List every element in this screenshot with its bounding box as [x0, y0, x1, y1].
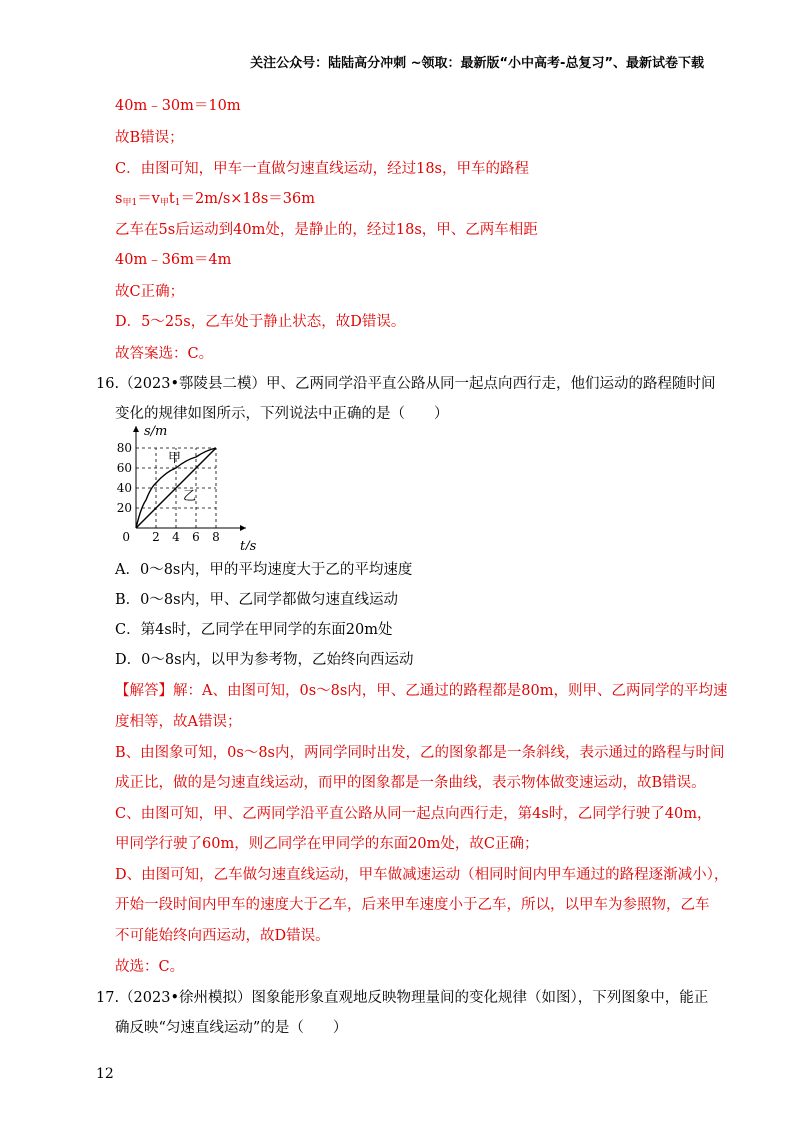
x-tick-label: 4	[172, 530, 180, 544]
distance-time-chart	[110, 420, 270, 550]
answer-line: D、由图可知，乙车做匀速直线运动，甲车做减速运动（相同时间内甲车通过的路程逐渐减小），	[115, 867, 729, 883]
question-number: 17.	[96, 990, 120, 1006]
option-a: A．0～8s内，甲的平均速度大于乙的平均速度	[115, 562, 413, 578]
solution-line: 故C正确；	[115, 284, 185, 300]
formula-part: ＝v	[137, 191, 160, 207]
solution-line: D．5～25s，乙车处于静止状态，故D错误。	[115, 314, 406, 330]
answer-line: 甲同学行驶了60m，则乙同学在甲同学的东面20m处，故C正确；	[115, 836, 539, 852]
x-axis-arrow	[240, 525, 246, 531]
solution-line: C．由图可知，甲车一直做匀速直线运动，经过18s，甲车的路程	[115, 161, 529, 177]
solution-line: 40m﹣30m＝10m	[115, 98, 241, 114]
series-label-jia: 甲	[168, 451, 182, 466]
y-tick-label: 20	[116, 501, 132, 515]
answer-line: 不可能始终向西运动，故D错误。	[115, 928, 330, 944]
y-tick-label: 60	[116, 461, 132, 475]
page-number: 12	[96, 1066, 114, 1082]
y-axis-label: s/m	[144, 424, 168, 439]
answer-tag: 【解答】	[115, 683, 173, 699]
formula-part: s	[115, 191, 123, 207]
answer-line: 故选：C。	[115, 959, 185, 975]
origin-label: 0	[122, 530, 130, 544]
formula-sub: 甲	[159, 198, 169, 208]
question-text: （2023•鄠陵县二模）甲、乙两同学沿平直公路从同一起点向西行走，他们运动的路程随时间	[119, 376, 716, 392]
x-tick-label: 6	[192, 530, 200, 544]
option-b: B．0～8s内，甲、乙同学都做匀速直线运动	[115, 592, 399, 608]
formula-sub: 甲1	[122, 198, 138, 208]
question-17-stem	[96, 988, 708, 1008]
answer-line: B、由图象可知，0s～8s内，两同学同时出发，乙的图象都是一条斜线，表示通过的路程与时间	[115, 745, 725, 761]
question-text: （2023•徐州模拟）图象能形象直观地反映物理量间的变化规律（如图），下列图象中，能正	[119, 990, 709, 1006]
answer-line: 成正比，做的是匀速直线运动，而甲的图象都是一条曲线，表示物体做变速运动，故B错误。	[115, 775, 706, 791]
answer-line	[115, 681, 728, 701]
y-axis-arrow	[133, 426, 139, 432]
answer-line: C、由图可知，甲、乙两同学沿平直公路从同一起点向西行走，第4s时，乙同学行驶了40m，	[115, 806, 712, 822]
formula-part: ＝2m/s×18s＝36m	[180, 191, 316, 207]
solution-line: 故B错误；	[115, 130, 184, 146]
option-d: D．0～8s内，以甲为参考物，乙始终向西运动	[115, 652, 414, 668]
formula-part: t	[168, 191, 175, 207]
page-header: 关注公众号：陆陆高分冲刺 ~领取：最新版“小中高考-总复习”、最新试卷下载	[250, 56, 704, 71]
series-label-yi: 乙	[183, 489, 197, 504]
x-tick-label: 2	[152, 530, 160, 544]
solution-line: 故答案选：C。	[115, 346, 214, 362]
solution-formula	[115, 189, 315, 213]
question-number: 16.	[96, 376, 120, 392]
y-tick-label: 40	[116, 481, 132, 495]
answer-text: 解：A、由图可知，0s～8s内，甲、乙通过的路程都是80m，则甲、乙两同学的平均速	[173, 683, 728, 699]
y-tick-label: 80	[116, 441, 132, 455]
answer-line: 开始一段时间内甲车的速度大于乙车，后来甲车速度小于乙车，所以，以甲车为参照物，乙车	[115, 897, 710, 913]
question-16-stem-2: 变化的规律如图所示，下列说法中正确的是（ ）	[115, 406, 449, 422]
formula-sub: 1	[174, 198, 181, 208]
solution-line: 乙车在5s后运动到40m处，是静止的，经过18s，甲、乙两车相距	[115, 222, 538, 238]
solution-line: 40m﹣36m＝4m	[115, 252, 232, 268]
answer-line: 度相等，故A错误；	[115, 714, 242, 730]
question-17-stem-2: 确反映“匀速直线运动”的是（ ）	[115, 1020, 348, 1036]
option-c: C．第4s时，乙同学在甲同学的东面20m处	[115, 622, 393, 638]
x-tick-label: 8	[212, 530, 220, 544]
question-16-stem	[96, 374, 716, 394]
x-axis-label: t/s	[240, 539, 257, 550]
